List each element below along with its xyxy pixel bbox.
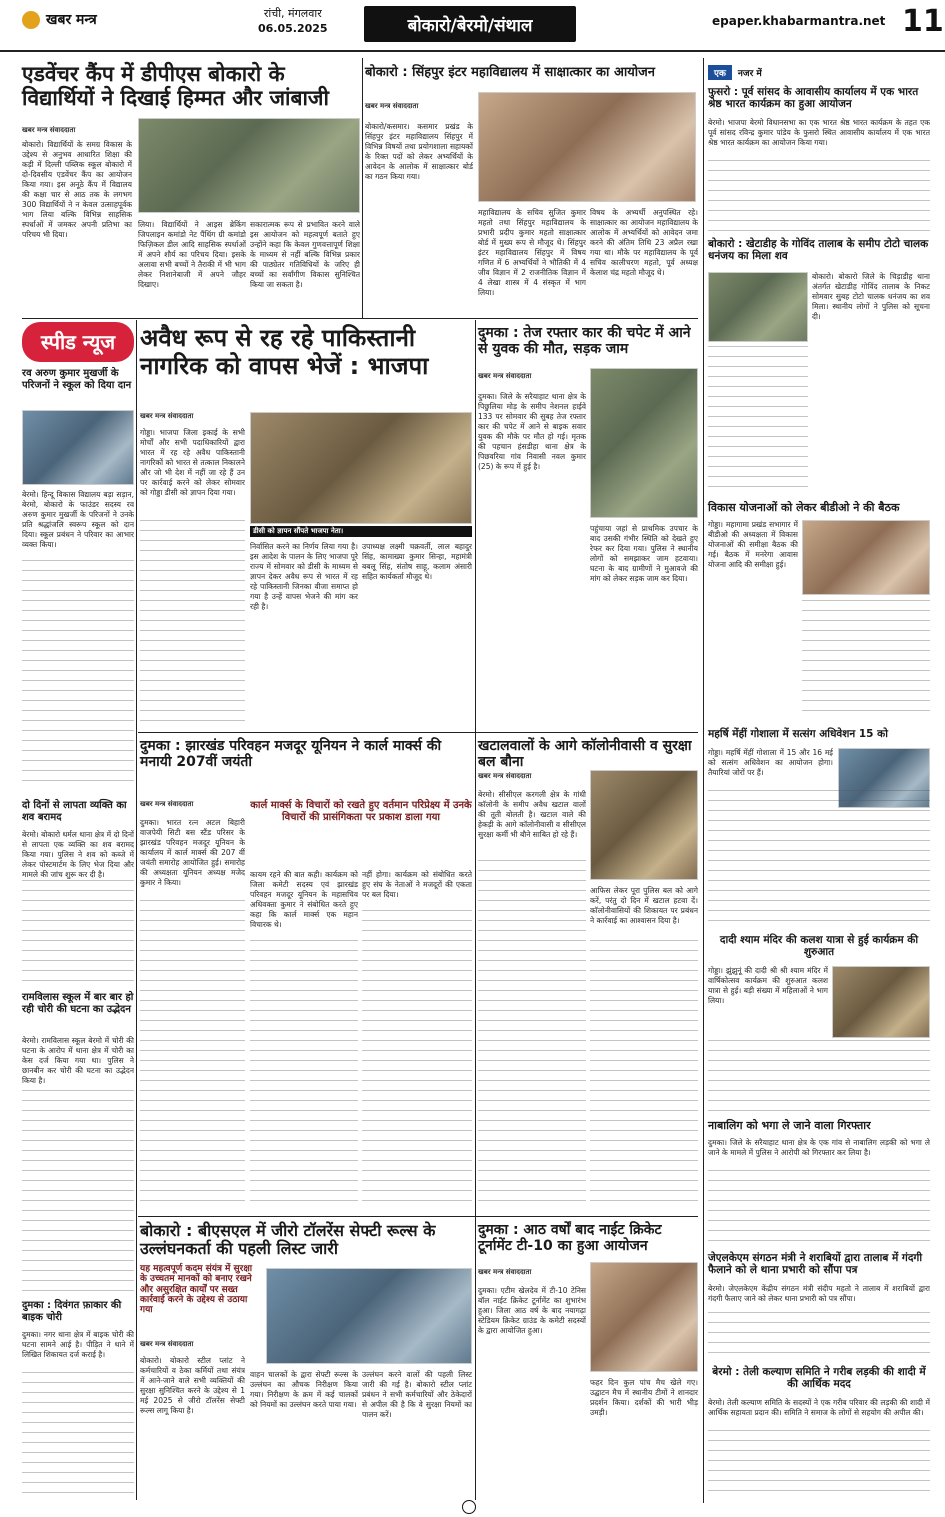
r3-photo [802, 520, 930, 595]
story5-text-c: नहीं होगा। कार्यक्रम को संबोधित करते हुए संघ के नेताओं ने मजदूरों की एकता पर बल दिया। [362, 870, 472, 899]
speed-item4-text: दुमका। नगर थाना क्षेत्र में बाइक चोरी की घटना सामने आई है। पीड़ित ने थाने में लिखित शिकायत दर्ज कराई है। [22, 1330, 134, 1359]
story4-byline: खबर मन्त्र संवाददाता [478, 372, 532, 380]
speed-item2-filler [22, 880, 134, 985]
divider-h1 [22, 318, 698, 319]
story5-pullquote: कार्ल मार्क्स के विचारों को रखते हुए वर्तमान परिप्रेक्ष्य में उनके विचारों की प्रासंगिकता पर प्रकाश डाला गया [250, 800, 472, 823]
r2-headline: बोकारो : खेटाडीह के गोविंद तालाब के समीप टोटो चालक धनंजय का मिला शव [708, 238, 929, 263]
page-header [0, 0, 945, 52]
story8-text-b: फहर दिन कुल पांच मैच खेले गए। उद्घाटन मैच में स्थानीय टीमों ने शानदार प्रदर्शन किया। दर्शकों की भारी भीड़ उमड़ी। [590, 1378, 698, 1417]
story2-photo [478, 92, 696, 202]
story5-headline: दुमका : झारखंड परिवहन मजदूर यूनियन ने कार्ल मार्क्स की मनायी 207वीं जयंती [140, 738, 442, 771]
r2-photo [708, 272, 808, 342]
r1-text: बेरमो। भाजपा बेरमो विधानसभा का एक भारत श्रेष्ठ भारत कार्यक्रम के तहत एक पूर्व सांसद रविन्द्र कुमार पांडेय के फुसरो स्थित आवासीय कार्यालय में एक भारत श्रेष्ठ भारत कार्यक्रम का आयोजन किया गया। [708, 118, 930, 147]
r2-filler [708, 346, 808, 496]
story8-text-a: दुमका। एटीम खेलदेव में टी-10 टेनिस बॉल नाईट क्रिकेट टूर्नामेंट का शुभारंभ हुआ। जिला आठ वर्ष के बाद नयागढ़ा स्टेडियम क्रिकेट ग्राउंड के कमेटी सदस्यों के द्वारा आयोजित हुआ। [478, 1286, 586, 1335]
r8-filler [708, 1430, 930, 1498]
story6-filler-a [478, 860, 586, 1210]
story5-text-a: दुमका। भारत रत्न अटल बिहारी वाजपेयी सिटी बस स्टैंड परिसर के झारखंड परिवहन मजदूर यूनियन के कार्यालय में कार्ल मार्क्स की 207 वीं जयंती समारोह आयोजित हुई। समारोह की अध्यक्षता यूनियन अध्यक्ष मजेद कुमार ने किया। [140, 818, 245, 887]
story7-photo [266, 1268, 472, 1364]
r3-headline: विकास योजनाओं को लेकर बीडीओ ने की बैठक [708, 501, 900, 514]
story7-headline: बोकारो : बीएसएल में जीरो टॉलरेंस सेफ्टी रूल्स के उल्लंघनकर्ता की पहली लिस्ट जारी [140, 1221, 436, 1259]
story3-text-a: गोड्डा। भाजपा जिला इकाई के सभी मोर्चों और सभी पदाधिकारियों द्वारा भारत में रह रहे अवैध पाकिस्तानी नागरिकों को भारत से तत्काल निकालने और जो भी देश में नहीं जा रहे हैं उन पर कार्रवाई करने को लेकर सोमवार को गोड्डा डीसी को ज्ञापन दिया गया। [140, 428, 245, 497]
speed-item3-filler [22, 1090, 134, 1295]
story8-photo [590, 1262, 698, 1372]
story6-text-a: बेरमो। सीसीएल करगली क्षेत्र के गांधी कॉलोनी के समीप अवैध खटाल वालों की तूती बोलती है। खटाल वाले की हेकड़ी के आगे कॉलोनीवासी व सीसीएल सुरक्षा कर्मी भी बौने साबित हो रहे हैं। [478, 790, 586, 839]
story6-filler-b [590, 940, 698, 1210]
story4-headline: दुमका : तेज रफ्तार कार की चपेट में आने से युवक की मौत, सड़क जाम [478, 325, 691, 358]
story6-headline: खटालवालों के आगे कॉलोनीवासी व सुरक्षा बल बौना [478, 738, 692, 771]
city-day: रांची, मंगलवार [263, 7, 322, 20]
right-column-tagline [708, 64, 930, 80]
story4-text-a: दुमका। जिले के सरैयाहाट थाना क्षेत्र के पिछुलिया मोड़ के समीप नेशनल हाईवे 133 पर सोमवार की सुबह तेज रफ्तार कार की चपेट में आने से बाइक सवार युवक की मौके पर मौत हो गई। मृतक की पहचान हंसडीहा थाना क्षेत्र के पिछवरिया गांव निवासी नवल कुमार (25) के रूप में हुई है। [478, 392, 586, 471]
speed-item1-filler [22, 560, 134, 790]
r7-headline: जेएलकेएम संगठन मंत्री ने शराबियों द्वारा तालाब में गंदगी फैलाने को ले थाना प्रभारी को सौंपा पत्र [708, 1252, 923, 1277]
story5-byline: खबर मन्त्र संवाददाता [140, 800, 194, 808]
story2-headline: बोकारो : सिंहपुर इंटर महाविद्यालय में साक्षात्कार का आयोजन [365, 65, 655, 80]
brand-name: खबर मन्त्र [46, 12, 97, 28]
speed-item3-headline: रामविलास स्कूल में बार बार हो रही चोरी की घटना का उद्भेदन [22, 992, 134, 1015]
brand [22, 10, 97, 29]
speed-item4-filler [22, 1372, 134, 1497]
story2-text-a: बोकारो/कसमार। कसमार प्रखंड के सिंहपुर इंटर महाविद्यालय सिंहपुर में विभिन्न विषयों तथा प्रयोगशाला सहायकों के रिक्त पदों को लेकर अभ्यर्थियों के आवेदन के आलोक में साक्षात्कार बोर्ड का गठन किया गया। [365, 122, 473, 181]
r7-filler [708, 1312, 930, 1362]
r5-headline: दादी श्याम मंदिर की कलश यात्रा से हुई कार्यक्रम की शुरुआत [719, 934, 919, 959]
story1-photo [138, 118, 360, 213]
story7-text-b: वाहन चालकों के द्वारा सेफ्टी रूल्स के उल्लंघन का औचक निरीक्षण किया गया। निरीक्षण के क्रम में कई चालकों को नियमों का उल्लंघन करते पाया गया। [250, 1370, 358, 1409]
story5-filler-c [362, 910, 472, 1210]
story4-photo [590, 368, 698, 518]
divider-v2 [362, 58, 363, 318]
story3-filler-a [140, 520, 245, 725]
divider-v4 [703, 58, 704, 1503]
speed-item2-text: बेरमो। बोकारो थर्मल थाना क्षेत्र में दो दिनों से लापता एक व्यक्ति का शव बरामद किया गया। पुलिस ने शव को कब्जे में लेकर पोस्टमार्टम के लिए भेज दिया और मामले की जांच शुरू कर दी है। [22, 830, 134, 879]
speed-item3-text: बेरमो। रामविलास स्कूल बेरमो में चोरी की घटना के आरोप में थाना क्षेत्र में चोरी का केस दर्ज किया गया था। पुलिस ने छानबीन कर चोरी की घटना का उद्भेदन किया है। [22, 1036, 134, 1085]
r5-text: गोड्डा। झुंझुनूं की दादी श्री श्री श्याम मंदिर में वार्षिकोत्सव कार्यक्रम की शुरुआत कलश यात्रा से हुई। बड़ी संख्या में महिलाओं ने भाग लिया। [708, 966, 828, 1005]
r5-photo [832, 966, 930, 1038]
r6-headline: नाबालिग को भगा ले जाने वाला गिरफ्तार [708, 1119, 871, 1132]
r8-text: बेरमो। तेली कल्याण समिति के सदस्यों ने एक गरीब परिवार की लड़की की शादी में आर्थिक सहायता प्रदान की। समिति ने समाज के लोगों से सहयोग की अपील की। [708, 1398, 930, 1417]
r3-filler [802, 600, 930, 720]
r4-text: गोड्डा। महर्षि मेंहीं गोशाला में 15 और 16 मई को सत्संग अधिवेशन का आयोजन होगा। तैयारियां जोरों पर हैं। [708, 748, 833, 777]
story5-text-b: कायम रहने की बात कही। कार्यक्रम को जिला कमेटी सदस्य एवं झारखंड परिवहन मजदूर यूनियन के महासचिव अधिवक्ता कुमार ने संबोधित करते हुए कहा कि कार्ल मार्क्स एक महान विचारक थे। [250, 870, 358, 929]
story1-byline: खबर मन्त्र संवाददाता [22, 126, 76, 134]
story3-text-c: उपाध्यक्ष लक्ष्मी चक्रवर्ती, लाल बहादुर सिंह, कामाख्या कुमार सिन्हा, महामंत्री बबलू सिंह, संतोष साहू, कलाम अंसारी सहित कार्यकर्ता मौजूद थे। [362, 542, 472, 581]
r7-text: बेरमो। जेएलकेएम केंद्रीय संगठन मंत्री संदीप महतो ने तालाब में शराबियों द्वारा गंदगी फैलाए जाने को लेकर थाना प्रभारी को पत्र सौंपा। [708, 1284, 930, 1303]
story2-byline: खबर मन्त्र संवाददाता [365, 102, 419, 110]
r4-filler [708, 790, 930, 928]
story3-headline: अवैध रूप से रह रहे पाकिस्तानी नागरिक को वापस भेजें : भाजपा [140, 324, 429, 380]
speed-item2-headline: दो दिनों से लापता व्यक्ति का शव बरामद [22, 800, 127, 823]
story6-byline: खबर मन्त्र संवाददाता [478, 772, 532, 780]
r6-text: दुमका। जिले के सरैयाहाट थाना क्षेत्र के एक गांव से नाबालिग लड़की को भगा ले जाने के मामले में पुलिस ने आरोपी को गिरफ्तार कर लिया है। [708, 1138, 930, 1157]
story7-text-c: उल्लंघन करने वालों की पहली लिस्ट जारी की गई है। बोकारो स्टील प्लांट प्रबंधन ने सभी कर्मचारियों और ठेकेदारों से अपील की है कि वे सुरक्षा नियमों का पालन करें। [362, 1370, 472, 1419]
story6-photo [590, 770, 698, 880]
registration-mark-icon [462, 1500, 476, 1514]
r6-filler [708, 1170, 930, 1248]
speed-item1-text: बेरमो। हिन्दू विकास विद्यालय बड़ा सड़ान, बेरमो, बोकारो के फाउंडर सदस्य रव अरुण कुमार मुखर्जी के परिजनों ने उनके प्रति श्रद्धांजलि स्वरूप स्कूल को दान दिया। स्कूल प्रबंधन ने परिवार का आभार व्यक्त किया। [22, 490, 134, 549]
divider-h3 [138, 1216, 698, 1217]
story7-byline: खबर मन्त्र संवाददाता [140, 1340, 194, 1348]
story7-pullquote: यह महत्वपूर्ण कदम संयंत्र में सुरक्षा के उच्चतम मानकों को बनाए रखने और असुरक्षित कार्यों पर सख्त कार्रवाई करने के उद्देश्य से उठाया गया [140, 1264, 253, 1316]
story3-byline: खबर मन्त्र संवाददाता [140, 412, 194, 420]
story2-text-c: विषय के अभ्यर्थी अनुपस्थित रहे। साक्षात्कार का आयोजन महाविद्यालय के आलोक में अभ्यर्थियों को आवेदन जमा करने की अंतिम तिथि 23 अप्रैल रखा गया था। मौके पर महाविद्यालय के पूर्व सचिव कालीचरण महतो, पूर्व अध्यक्ष केलाश चंद्र महतो मौजूद थे। [590, 208, 698, 277]
story8-byline: खबर मन्त्र संवाददाता [478, 1268, 532, 1276]
right-tag2: नजर में [737, 68, 762, 79]
story1-headline: एडवेंचर कैंप में डीपीएस बोकारो के विद्यार्थियों ने दिखाई हिम्मत और जांबाजी [22, 62, 329, 111]
r4-headline: महर्षि मेंहीं गोशाला में सत्संग अधिवेशन 15 को [708, 728, 888, 740]
divider-v3 [475, 320, 476, 1500]
speed-item1-photo [22, 410, 134, 485]
r3-text: गोड्डा। महागामा प्रखंड सभागार में बीडीओ की अध्यक्षता में विकास योजनाओं की समीक्षा बैठक की गई। बैठक में मनरेगा आवास योजना आदि की समीक्षा हुई। [708, 520, 798, 569]
story2-text-b: महाविद्यालय के सचिव सुजित कुमार महतो तथा सिंहपुर महाविद्यालय के प्रभारी प्रदीप कुमार महतो साक्षात्कार बोर्ड में मुख्य रूप से मौजूद थे। सिंहपुर इंटर महाविद्यालय सिंहपुर में विषय गणित में 6 अभ्यर्थियों ने भौतिकी में 4 जीव विज्ञान में 2 राजनीतिक विज्ञान में 4 लेखा शास्त्र में 4 संस्कृत में भाग लिया। [478, 208, 586, 297]
story5-filler-a [140, 900, 245, 1210]
brand-logo-icon [22, 11, 40, 29]
story6-text-b: आफिस लेकर पूरा पुलिस बल को आगे करें, परंतु दो दिन में खटाल हटवा दें। कॉलोनीवासियों की शिकायत पर प्रबंधन ने कार्रवाई का आश्वासन दिया है। [590, 886, 698, 925]
dateline [258, 6, 328, 36]
site-url[interactable]: epaper.khabarmantra.net [712, 14, 886, 28]
issue-date: 06.05.2025 [258, 22, 328, 35]
r1-headline: फुसरो : पूर्व सांसद के आवासीय कार्यालय में एक भारत श्रेष्ठ भारत कार्यक्रम का हुआ आयोजन [708, 86, 919, 111]
story3-text-b: निर्वासित करने का निर्णय लिया गया है। इस आदेश के पालन के लिए भाजपा पूरे राज्य में सोमवार को डीसी के माध्यम से ज्ञापन देकर अवैध रूप से भारत में रह रहे पाकिस्तानी जिनका वीजा समाप्त हो गया है उन्हें वापस भेजने की मांग कर रही है। [250, 542, 358, 611]
story7-text-a: बोकारो। बोकारो स्टील प्लांट ने कर्मचारियों व ठेका कर्मियों तथा संयंत्र में आने-जाने वाले सभी व्यक्तियों की सुरक्षा सुनिश्चित करने के उद्देश्य से 1 मई 2025 से जीरो टॉलरेंस सेफ्टी रूल्स लागू किया है। [140, 1356, 245, 1415]
story3-photo-caption: डीसी को ज्ञापन सौंपते भाजपा नेता। [250, 526, 472, 537]
page-number: 11 [902, 4, 944, 39]
speed-item4-headline: दुमका : दिवंगत फ़ाकार की बाइक चोरी [22, 1300, 122, 1323]
story3-photo [250, 412, 472, 524]
r5-filler [708, 1040, 930, 1115]
story1-text-b: लिया। विद्यार्थियों ने आइस ब्रेकिंग जिपलाइन कमांडो नेट पैंथिंग ग्री कमांडो फिज़िकल डील आदि साहसिक स्पर्धाओं में अपने शौर्य का परिचय दिया। इसके अलावा सभी बच्चों ने तैराकी में भी भाग लेकर निशानेबाजी में अपने जौहर दिखाए। [138, 220, 246, 289]
section-title: बोकारो/बेरमो/संथाल [364, 6, 576, 42]
r8-headline: बेरमो : तेली कल्याण समिति ने गरीब लड़की की शादी में की आर्थिक मदद [712, 1366, 926, 1391]
r2-text: बोकारो। बोकारो जिले के चिड़ाडीह थाना अंतर्गत खेटाडीह गोविंद तालाब के निकट सोमवार सुबह टोटो चालक धनंजय का शव मिला। स्थानीय लोगों ने पुलिस को सूचना दी। [812, 272, 930, 321]
divider-v1 [136, 320, 137, 1500]
speed-news-label: स्पीड न्यूज [22, 322, 134, 362]
right-tag: एक [708, 65, 732, 80]
story1-text-c: सकारात्मक रूप से प्रभावित करने वाले इस आयोजन को महत्वपूर्ण बताते हुए उन्होंने कहा कि केवल गुणवत्तापूर्ण शिक्षा के माध्यम से नहीं बल्कि विभिन्न प्रकार की पाठ्येतर गतिविधियों के जरिए ही बच्चों का सर्वांगीण विकास सुनिश्चित किया जा सकता है। [250, 220, 360, 289]
story4-text-b: पहुंचाया जहां से प्राथमिक उपचार के बाद उसकी गंभीर स्थिति को देखते हुए रेफर कर दिया गया। पुलिस ने स्थानीय लोगों को समझाकर जाम हटवाया। घटना के बाद ग्रामीणों ने मुआवजे की मांग को लेकर सड़क जाम कर दिया। [590, 524, 698, 583]
speed-item1-headline: रव अरुण कुमार मुखर्जी के परिजनों ने स्कूल को दिया दान [22, 368, 132, 391]
story5-filler-b [250, 940, 358, 1210]
divider-h2 [138, 732, 698, 733]
r1-filler [708, 160, 930, 232]
story1-text-a: बोकारो। विद्यार्थियों के समग्र विकास के उद्देश्य से अनुभव आधारित शिक्षा की कड़ी में दिल्ली पब्लिक स्कूल बोकारो में दो-दिवसीय एडवेंचर कैंप का आयोजन किया गया। इस अनूठे कैंप में विद्यालय की कक्षा चार से आठ तक के लगभग 300 विद्यार्थियों ने न केवल उत्साहपूर्वक भाग लिया बल्कि विभिन्न साहसिक स्पर्धाओं में जमकर अपनी प्रतिभा का परिचय भी दिया। [22, 140, 132, 239]
story8-headline: दुमका : आठ वर्षों बाद नाईट क्रिकेट टूर्नामेंट टी-10 का हुआ आयोजन [478, 1222, 662, 1255]
